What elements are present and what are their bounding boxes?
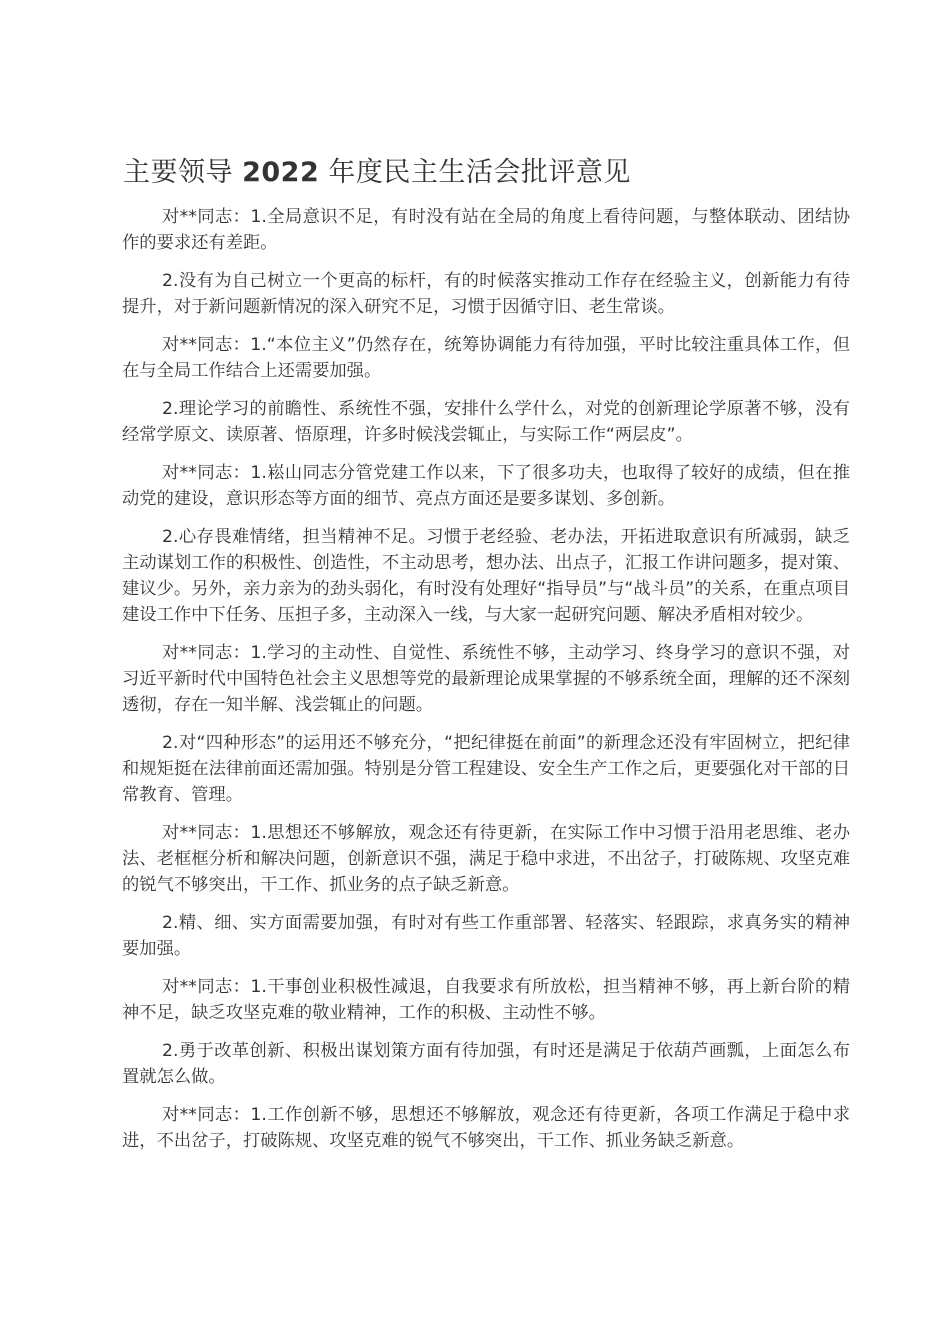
document-title bbox=[123, 152, 631, 194]
document-body bbox=[122, 204, 850, 1166]
paragraph: 2.理论学习的前瞻性、系统性不强，安排什么学什么，对党的创新理论学原著不够，没有经常学原文、读原著、悟原理，许多时候浅尝辄止，与实际工作“两层皮”。 bbox=[122, 399, 850, 445]
paragraph: 对**同志：1.工作创新不够，思想还不够解放，观念还有待更新，各项工作满足于稳中求进，不出岔子，打破陈规、攻坚克难的锐气不够突出，干工作、抓业务缺乏新意。 bbox=[122, 1105, 850, 1151]
paragraph: 2.对“四种形态”的运用还不够充分，“把纪律挺在前面”的新理念还没有牢固树立，把纪律和规矩挺在法律前面还需加强。特别是分管工程建设、安全生产工作之后，更要强化对干部的日常教育、管理。 bbox=[122, 733, 850, 805]
paragraph: 对**同志：1.学习的主动性、自觉性、系统性不够，主动学习、终身学习的意识不强，对习近平新时代中国特色社会主义思想等党的最新理论成果掌握的不够系统全面，理解的还不深刻透彻，存在一知半解、浅尝辄止的问题。 bbox=[122, 643, 850, 715]
title-prefix: 主要领导 bbox=[123, 157, 243, 188]
paragraph: 对**同志：1.思想还不够解放，观念还有待更新，在实际工作中习惯于沿用老思维、老办法、老框框分析和解决问题，创新意识不强，满足于稳中求进，不出岔子，打破陈规、攻坚克难的锐气不够突出，干工作、抓业务的点子缺乏新意。 bbox=[122, 823, 850, 895]
title-year: 2022 bbox=[242, 157, 320, 188]
paragraph: 对**同志：1.“本位主义”仍然存在，统筹协调能力有待加强，平时比较注重具体工作，但在与全局工作结合上还需要加强。 bbox=[122, 335, 850, 381]
paragraph: 2.心存畏难情绪，担当精神不足。习惯于老经验、老办法，开拓进取意识有所减弱，缺乏主动谋划工作的积极性、创造性，不主动思考，想办法、出点子，汇报工作讲问题多，提对策、建议少。另外，亲力亲为的劲头弱化，有时没有处理好“指导员”与“战斗员”的关系，在重点项目建设工作中下任务、压担子多，主动深入一线，与大家一起研究问题、解决矛盾相对较少。 bbox=[122, 527, 850, 625]
paragraph: 2.没有为自己树立一个更高的标杆，有的时候落实推动工作存在经验主义，创新能力有待提升，对于新问题新情况的深入研究不足，习惯于因循守旧、老生常谈。 bbox=[122, 271, 850, 317]
paragraph: 2.精、细、实方面需要加强，有时对有些工作重部署、轻落实、轻跟踪，求真务实的精神要加强。 bbox=[122, 913, 850, 959]
paragraph: 对**同志：1.全局意识不足，有时没有站在全局的角度上看待问题，与整体联动、团结协作的要求还有差距。 bbox=[122, 207, 850, 253]
paragraph: 对**同志：1.崧山同志分管党建工作以来，下了很多功夫，也取得了较好的成绩，但在推动党的建设，意识形态等方面的细节、亮点方面还是要多谋划、多创新。 bbox=[122, 463, 850, 509]
title-suffix: 年度民主生活会批评意见 bbox=[319, 157, 631, 188]
paragraph: 对**同志：1.干事创业积极性减退，自我要求有所放松，担当精神不够，再上新台阶的精神不足，缺乏攻坚克难的敬业精神，工作的积极、主动性不够。 bbox=[122, 977, 850, 1023]
paragraph: 2.勇于改革创新、积极出谋划策方面有待加强，有时还是满足于依葫芦画瓢，上面怎么布置就怎么做。 bbox=[122, 1041, 850, 1087]
